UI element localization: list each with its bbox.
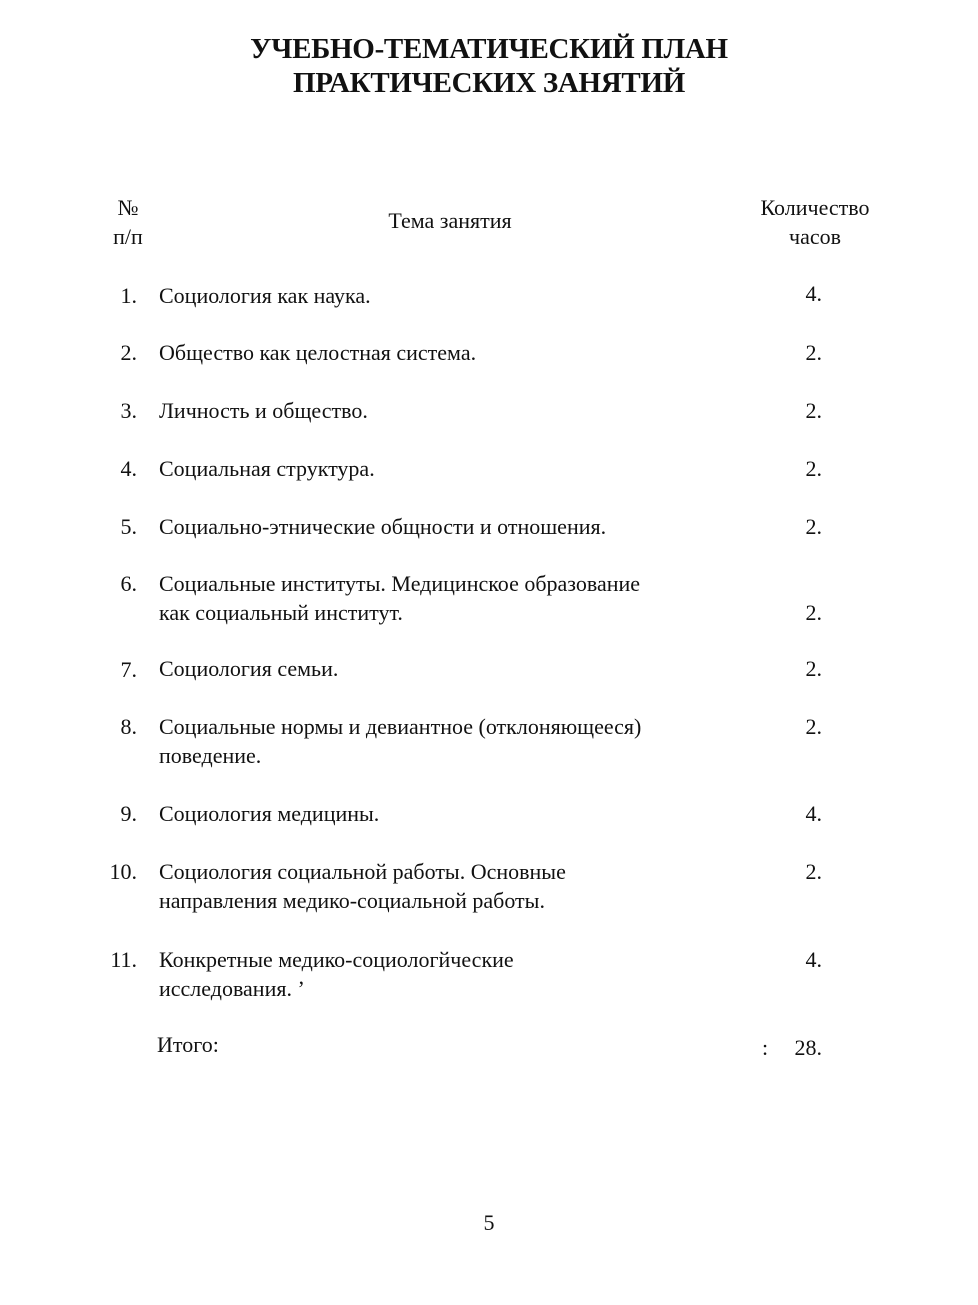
- row-topic-line: Социология как наука.: [159, 283, 371, 308]
- row-topic: [159, 338, 739, 367]
- row-topic-line: поведение.: [159, 743, 262, 768]
- row-hours: 4.: [805, 947, 822, 972]
- row-hours: 2.: [805, 859, 822, 884]
- row-number: 10.: [109, 859, 137, 884]
- row-number: 1.: [120, 283, 137, 308]
- row-topic-line: Социальные институты. Медицинское образование: [159, 571, 641, 596]
- page-title-line-1: УЧЕБНО-ТЕМАТИЧЕСКИЙ ПЛАН: [250, 33, 728, 65]
- row-topic-line: как социальный институт.: [159, 600, 403, 625]
- page-title-line-2: ПРАКТИЧЕСКИХ ЗАНЯТИЙ: [293, 67, 685, 99]
- row-number: 6.: [120, 571, 137, 596]
- row-number: 4.: [120, 456, 137, 481]
- row-topic-line: Социология семьи.: [159, 656, 339, 681]
- row-topic-line: Социально-этнические общности и отношения.: [159, 514, 607, 539]
- row-hours: 2.: [805, 398, 822, 423]
- row-hours: 2.: [805, 600, 822, 625]
- row-topic: [159, 512, 739, 541]
- row-number: 9.: [120, 801, 137, 826]
- row-number: 8.: [120, 714, 137, 739]
- row-topic: [159, 945, 739, 1003]
- row-hours: 2.: [805, 656, 822, 681]
- row-topic: [159, 281, 739, 310]
- row-number: 11.: [110, 947, 137, 972]
- row-topic: [159, 569, 739, 627]
- header-number-symbol: №: [117, 195, 139, 220]
- row-hours: 2.: [805, 456, 822, 481]
- row-hours: 4.: [805, 801, 822, 826]
- header-hours-line-2: часов: [789, 224, 841, 249]
- row-topic-line: Конкретные медико-социологйческие: [159, 947, 514, 972]
- row-topic: [159, 654, 739, 683]
- row-topic-line: исследования. ’: [159, 976, 305, 1001]
- row-topic-line: Социология социальной работы. Основные: [159, 859, 566, 884]
- row-topic: [159, 454, 739, 483]
- row-topic: [159, 712, 739, 770]
- row-hours: 2.: [805, 340, 822, 365]
- header-number-abbr: п/п: [113, 224, 143, 249]
- row-topic-line: Общество как целостная система.: [159, 340, 477, 365]
- row-topic-line: Социальная структура.: [159, 456, 375, 481]
- row-number: 7.: [120, 657, 137, 682]
- row-topic-line: Социология медицины.: [159, 801, 380, 826]
- header-topic: Тема занятия: [388, 208, 512, 233]
- header-hours-line-1: Количество: [760, 195, 870, 220]
- page-number: 5: [483, 1210, 495, 1235]
- row-number: 2.: [120, 340, 137, 365]
- row-topic: [159, 799, 739, 828]
- total-colon: :: [762, 1035, 769, 1060]
- row-topic-line: направления медико-социальной работы.: [159, 888, 545, 913]
- row-hours: 2.: [805, 514, 822, 539]
- row-hours: 4.: [805, 281, 822, 306]
- row-topic: [159, 396, 739, 425]
- total-label: Итого:: [157, 1032, 219, 1057]
- row-topic-line: Социальные нормы и девиантное (отклоняющееся): [159, 714, 642, 739]
- row-hours: 2.: [805, 714, 822, 739]
- row-number: 3.: [120, 398, 137, 423]
- header-hours: [740, 193, 890, 251]
- row-number: 5.: [120, 514, 137, 539]
- header-number: [100, 193, 156, 251]
- row-topic-line: Личность и общество.: [159, 398, 368, 423]
- row-topic: [159, 857, 739, 915]
- total-value: 28.: [794, 1035, 822, 1060]
